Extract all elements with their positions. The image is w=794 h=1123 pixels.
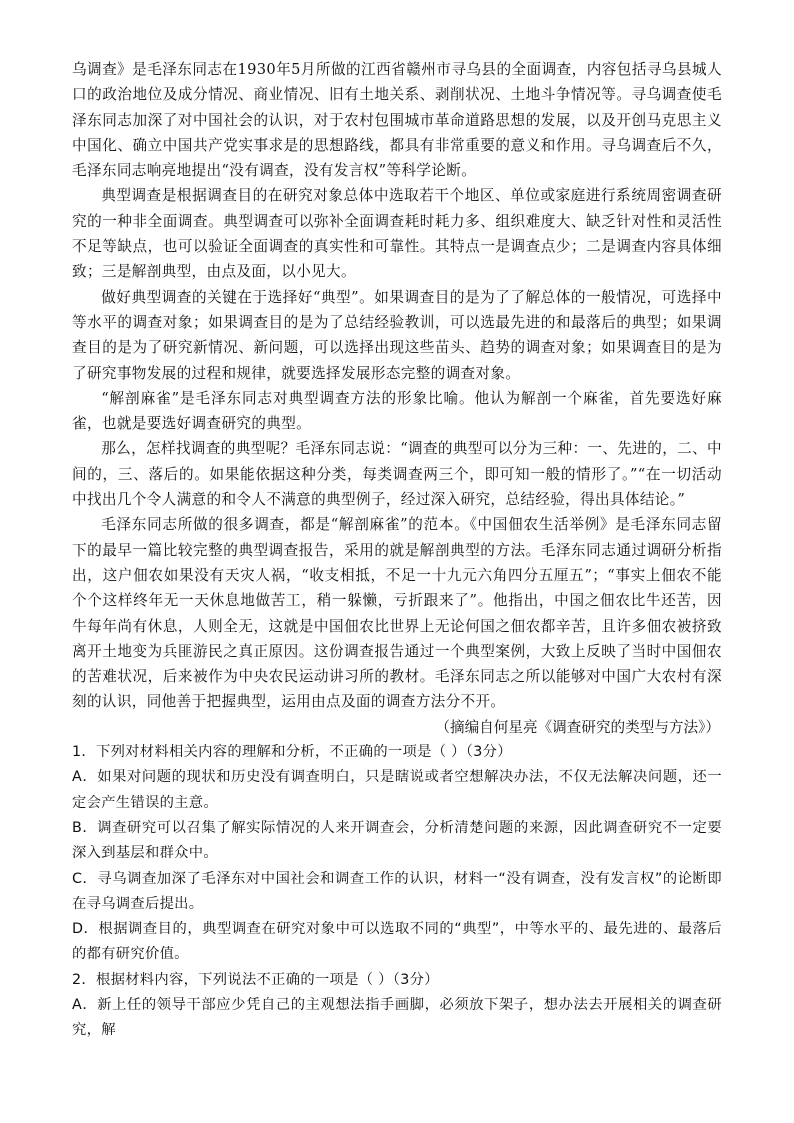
passage-paragraph: 做好典型调查的关键在于选择好“典型”。如果调查目的是为了了解总体的一般情况，可选择中等水平的调查对象；如果调查目的是为了总结经验教训，可以选最先进的和最落后的典型；如果调查目的是为了研究新情况、新问题，可以选择出现这些苗头、趋势的调查对象；如果调查目的是为了研究事物发展的过程和规律，就要选择发展形态完整的调查对象。	[72, 288, 722, 382]
passage-paragraph: 毛泽东同志所做的很多调查，都是“解剖麻雀”的范本。《中国佃农生活举例》是毛泽东同志留下的最早一篇比较完整的典型调查报告，采用的就是解剖典型的方法。毛泽东同志通过调研分析指出，这户佃农如果没有天灾人祸，“收支相抵，不足一十九元六角四分五厘五”；“事实上佃农不能个个这样终年无一天休息地做苦工，稍一躲懒，亏折跟来了”。他指出，中国之佃农比牛还苦，因牛每年尚有休息，人则全无，这就是中国佃农比世界上无论何国之佃农都辛苦，且许多佃农被挤致离开土地变为兵匪游民之真正原因。这份调查报告通过一个典型案例，大致上反映了当时中国佃农的苦难状况，后来被作为中央农民运动讲习所的教材。毛泽东同志之所以能够对中国广大农村有深刻的认识，同他善于把握典型，运用由点及面的调查方法分不开。	[72, 516, 722, 711]
question-section	[72, 740, 722, 1044]
passage-source: （摘编自何星亮《调查研究的类型与方法》）	[435, 718, 720, 736]
question-1-stem: 1．下列对材料相关内容的理解和分析，不正确的一项是（ ）（3分）	[72, 744, 512, 761]
question-2-option-a: A．新上任的领导干部应少凭自己的主观想法指手画脚，必须放下架子，想办法去开展相关的调查研究，解	[72, 996, 722, 1039]
passage-paragraph: 乌调查》是毛泽东同志在1930年5月所做的江西省赣州市寻乌县的全面调查，内容包括寻乌县城人口的政治地位及成分情况、商业情况、旧有土地关系、剥削状况、土地斗争情况等。寻乌调查使毛泽东同志加深了对中国社会的认识，对于农村包围城市革命道路思想的发展，以及开创马克思主义中国化、确立中国共产党实事求是的思想路线，都具有非常重要的意义和作用。寻乌调查后不久，毛泽东同志响亮地提出“没有调查，没有发言权”等科学论断。	[72, 61, 722, 180]
question-1-option-b: B．调查研究可以召集了解实际情况的人来开调查会，分析清楚问题的来源，因此调查研究不一定要深入到基层和群众中。	[72, 819, 722, 862]
passage-paragraph: 那么，怎样找调查的典型呢？毛泽东同志说：“调查的典型可以分为三种：一、先进的，二、中间的，三、落后的。如果能依据这种分类，每类调查两三个，即可知一般的情形了。”“在一切活动中找出几个令人满意的和令人不满意的典型例子，经过深入研究，总结经验，得出具体结论。”	[72, 440, 722, 509]
question-2-stem: 2．根据材料内容，下列说法不正确的一项是（ ）（3分）	[72, 971, 439, 988]
question-1-option-d: D．根据调查目的，典型调查在研究对象中可以选取不同的“典型”，中等水平的、最先进的、最落后的都有研究价值。	[72, 921, 722, 963]
question-1-option-a: A．如果对问题的现状和历史没有调查明白，只是瞎说或者空想解决办法，不仅无法解决问题，还一定会产生错误的主意。	[72, 769, 722, 811]
question-1-option-c: C．寻乌调查加深了毛泽东对中国社会和调查工作的认识，材料一“没有调查，没有发言权”的论断即在寻乌调查后提出。	[72, 870, 722, 912]
passage-paragraph: “解剖麻雀”是毛泽东同志对典型调查方法的形象比喻。他认为解剖一个麻雀，首先要选好麻雀，也就是要选好调查研究的典型。	[72, 389, 722, 433]
passage-paragraph: 典型调查是根据调查目的在研究对象总体中选取若干个地区、单位或家庭进行系统周密调查研究的一种非全面调查。典型调查可以弥补全面调查耗时耗力多、组织难度大、缺乏针对性和灵活性不足等缺点，也可以验证全面调查的真实性和可靠性。其特点一是调查点少；二是调查内容具体细致；三是解剖典型，由点及面，以小见大。	[72, 187, 722, 281]
reading-passage	[72, 57, 722, 715]
